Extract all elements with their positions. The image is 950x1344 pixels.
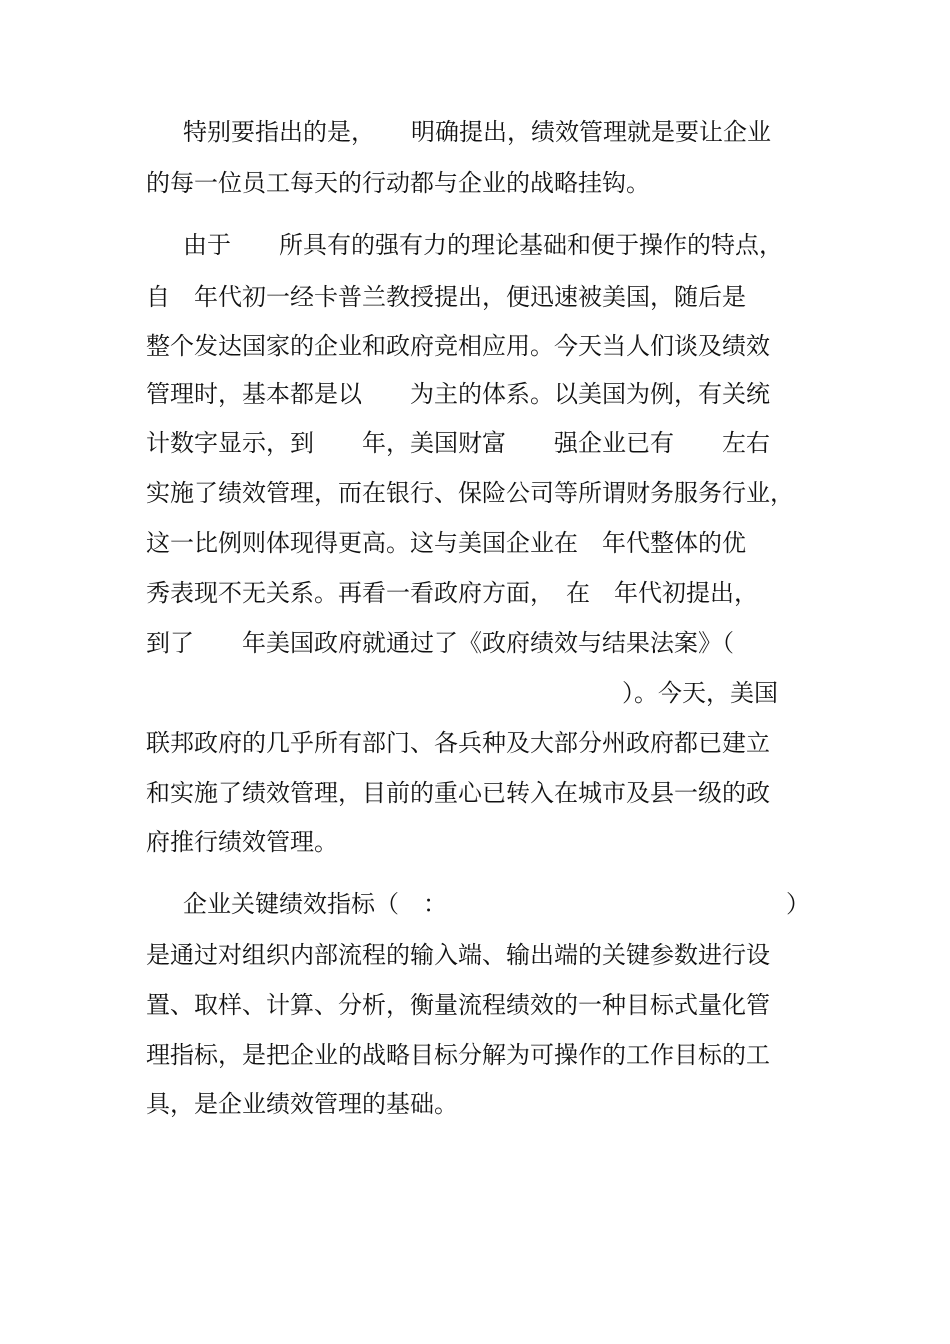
- text-line: 和实施了绩效管理，目前的重心已转入在城市及县一级的政: [146, 779, 770, 807]
- text-line: 具，是企业绩效管理的基础。: [146, 1090, 458, 1118]
- text-line: ）。今天，美国: [622, 679, 778, 707]
- text-line: 特别要指出的是， 明确提出，绩效管理就是要让企业: [183, 118, 771, 146]
- text-line: 秀表现不无关系。再看一看政府方面， 在 年代初提出，: [146, 579, 758, 607]
- text-line: 管理时，基本都是以 为主的体系。以美国为例，有关统: [146, 380, 770, 408]
- text-line: 是通过对组织内部流程的输入端、输出端的关键参数进行设: [146, 941, 770, 969]
- text-line: 府推行绩效管理。: [146, 828, 338, 856]
- text-line: 自 年代初一经卡普兰教授提出，便迅速被美国，随后是: [146, 283, 746, 311]
- text-line: 企业关键绩效指标（ ：: [183, 890, 447, 918]
- text-line: 联邦政府的几乎所有部门、各兵种及大部分州政府都已建立: [146, 729, 770, 757]
- text-line: 整个发达国家的企业和政府竞相应用。今天当人们谈及绩效: [146, 332, 770, 360]
- text-line: 的每一位员工每天的行动都与企业的战略挂钩。: [146, 169, 650, 197]
- text-line: 这一比例则体现得更高。这与美国企业在 年代整体的优: [146, 529, 746, 557]
- text-line: 置、取样、计算、分析，衡量流程绩效的一种目标式量化管: [146, 991, 770, 1019]
- text-line: 到了 年美国政府就通过了《政府绩效与结果法案》（: [146, 629, 734, 657]
- text-line: 实施了绩效管理，而在银行、保险公司等所谓财务服务行业，: [146, 479, 794, 507]
- text-line: ）: [786, 890, 810, 918]
- text-line: 理指标，是把企业的战略目标分解为可操作的工作目标的工: [146, 1041, 770, 1069]
- text-line: 由于 所具有的强有力的理论基础和便于操作的特点，: [183, 231, 783, 259]
- text-line: 计数字显示，到 年，美国财富 强企业已有 左右: [146, 429, 770, 457]
